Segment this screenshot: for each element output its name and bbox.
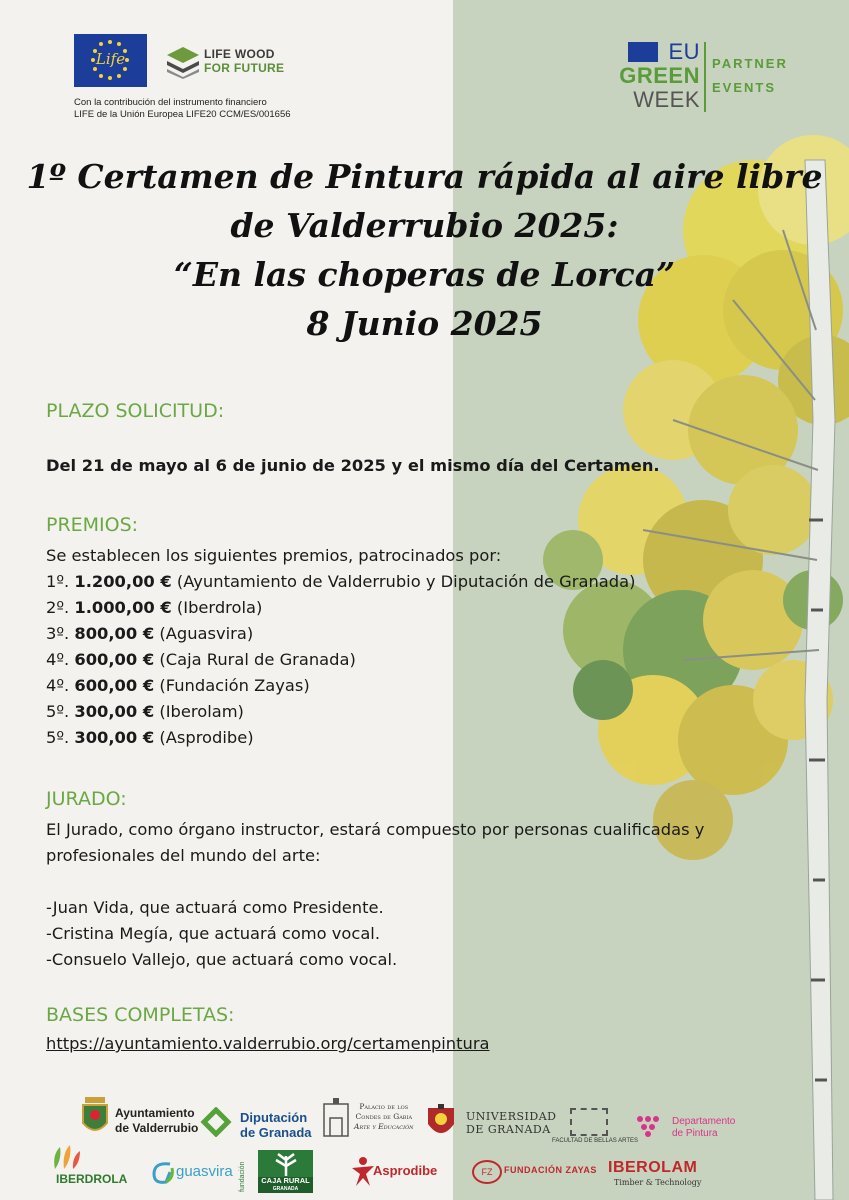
contribution-line1: Con la contribución del instrumento financiero: [74, 97, 267, 108]
wheat-icon: [268, 1152, 304, 1176]
prize-amount: 300,00 €: [74, 728, 155, 747]
ugr-line1: UNIVERSIDAD: [466, 1110, 557, 1123]
prize-item: [46, 676, 310, 696]
egw-eu: EU: [668, 39, 700, 64]
iberolam-logo: IBEROLAM: [608, 1159, 698, 1176]
ayto-line2: de Valderrubio: [115, 1121, 199, 1135]
caja-rural-logo: [258, 1150, 313, 1192]
prize-amount: 800,00 €: [74, 624, 155, 643]
jurado-heading: JURADO:: [46, 788, 127, 810]
page-title: [0, 152, 849, 348]
jurado-member: -Consuelo Vallejo, que actuará como vocal.: [46, 950, 398, 969]
prize-item: [46, 624, 253, 644]
palacio-line2: Condes de Gabia: [355, 1112, 413, 1121]
prize-amount: 600,00 €: [74, 676, 155, 695]
prize-rank: 4º.: [46, 676, 75, 695]
prize-rank: 2º.: [46, 598, 75, 617]
egw-events: EVENTS: [712, 80, 777, 95]
depto-line2: de Pintura: [672, 1128, 718, 1139]
prize-rank: 3º.: [46, 624, 75, 643]
iberdrola-leaf-icon: [50, 1145, 84, 1171]
jurado-intro-line1: El Jurado, como órgano instructor, estará compuesto por personas cualificadas y: [46, 820, 705, 839]
title-line1: 1º Certamen de Pintura rápida al aire libre: [26, 157, 823, 196]
prize-sponsor: (Aguasvira): [154, 624, 254, 643]
prize-amount: 1.200,00 €: [74, 572, 172, 591]
valderrubio-coat-of-arms-icon: [80, 1093, 110, 1139]
title-line3: “En las choperas de Lorca”: [173, 255, 676, 294]
universidad-granada-logo: [466, 1110, 556, 1136]
ugr-line2: DE GRANADA: [466, 1123, 551, 1136]
ayto-line1: Ayuntamiento: [115, 1106, 195, 1120]
bases-heading: BASES COMPLETAS:: [46, 1004, 235, 1026]
plazo-text: Del 21 de mayo al 6 de junio de 2025 y el mismo día del Certamen.: [46, 456, 660, 475]
dipu-line2: de Granada: [240, 1125, 312, 1140]
eu-green-week-logo: [620, 38, 795, 118]
aguasvira-icon: [150, 1158, 178, 1186]
bellas-artes-icon: [570, 1108, 608, 1136]
title-line4: 8 Junio 2025: [306, 304, 543, 343]
contribution-note: [74, 97, 291, 121]
prize-sponsor: (Ayuntamiento de Valderrubio y Diputación de Granada): [171, 572, 636, 591]
life-wood-for-future-icon: [165, 45, 201, 79]
depto-line1: Departamento: [672, 1116, 736, 1127]
prize-sponsor: (Fundación Zayas): [154, 676, 310, 695]
diputacion-granada-icon: [200, 1107, 236, 1137]
eu-flag-icon: [628, 42, 658, 62]
caja-fundacion-label: fundación: [239, 1161, 246, 1192]
caja-line1: CAJA RURAL: [261, 1176, 310, 1185]
iberdrola-logo: IBERDROLA: [56, 1172, 128, 1186]
fundacion-zayas-mark: FZ: [472, 1160, 502, 1184]
caja-rural-text: [258, 1177, 313, 1193]
ayuntamiento-valderrubio-logo: [115, 1106, 198, 1136]
prize-sponsor: (Iberdrola): [171, 598, 263, 617]
fundacion-zayas-logo: FUNDACIÓN ZAYAS: [504, 1165, 597, 1175]
egw-divider: [704, 42, 706, 112]
premios-heading: PREMIOS:: [46, 514, 139, 536]
life-wood-for-future-logo: [204, 47, 284, 75]
prize-item: [46, 650, 356, 670]
prize-rank: 4º.: [46, 650, 75, 669]
prize-rank: 5º.: [46, 728, 75, 747]
prize-amount: 300,00 €: [74, 702, 155, 721]
contribution-line2: LIFE de la Unión Europea LIFE20 CCM/ES/001656: [74, 109, 291, 120]
lwff-line1: LIFE WOOD: [204, 47, 275, 61]
bases-link[interactable]: https://ayuntamiento.valderrubio.org/certamenpintura: [46, 1034, 490, 1053]
eu-life-logo: [74, 34, 147, 87]
prize-sponsor: (Asprodibe): [154, 728, 254, 747]
palacio-condes-gabia-logo: [354, 1102, 414, 1132]
jurado-member: -Cristina Megía, que actuará como vocal.: [46, 924, 381, 943]
diputacion-granada-logo: [240, 1110, 312, 1140]
aguasvira-logo: guasvira: [176, 1163, 233, 1180]
departamento-pintura-logo: [672, 1116, 735, 1140]
life-logo-text: Life: [95, 50, 126, 68]
lwff-line2: FOR FUTURE: [204, 61, 285, 75]
prize-item: [46, 702, 244, 722]
caja-line2: GRANADA: [272, 1186, 299, 1192]
prize-amount: 1.000,00 €: [74, 598, 172, 617]
jurado-member: -Juan Vida, que actuará como Presidente.: [46, 898, 384, 917]
palacio-building-icon: [322, 1098, 350, 1138]
prize-rank: 1º.: [46, 572, 75, 591]
egw-week: WEEK: [633, 87, 700, 112]
prize-item: [46, 598, 262, 618]
departamento-pintura-icon: [634, 1113, 662, 1137]
prize-sponsor: (Iberolam): [154, 702, 244, 721]
prize-sponsor: (Caja Rural de Granada): [154, 650, 356, 669]
prize-item: [46, 728, 254, 748]
prize-rank: 5º.: [46, 702, 75, 721]
prize-amount: 600,00 €: [74, 650, 155, 669]
iberolam-subtitle: Timber & Technology: [614, 1178, 702, 1187]
title-line2: de Valderrubio 2025:: [230, 206, 619, 245]
jurado-intro-line2: profesionales del mundo del arte:: [46, 846, 321, 865]
plazo-heading: PLAZO SOLICITUD:: [46, 400, 225, 422]
egw-green: GREEN: [619, 63, 700, 88]
palacio-line1: Palacio de los: [359, 1102, 409, 1111]
palacio-line3: Arte y Educación: [354, 1122, 414, 1131]
premios-intro: Se establecen los siguientes premios, patrocinados por:: [46, 546, 502, 565]
dipu-line1: Diputación: [240, 1110, 308, 1125]
egw-partner: PARTNER: [712, 56, 788, 71]
bellas-artes-label: FACULTAD DE BELLAS ARTES: [552, 1138, 639, 1144]
asprodibe-logo: Asprodibe: [373, 1163, 438, 1178]
prize-item: [46, 572, 635, 592]
ugr-crest-icon: [424, 1104, 458, 1142]
